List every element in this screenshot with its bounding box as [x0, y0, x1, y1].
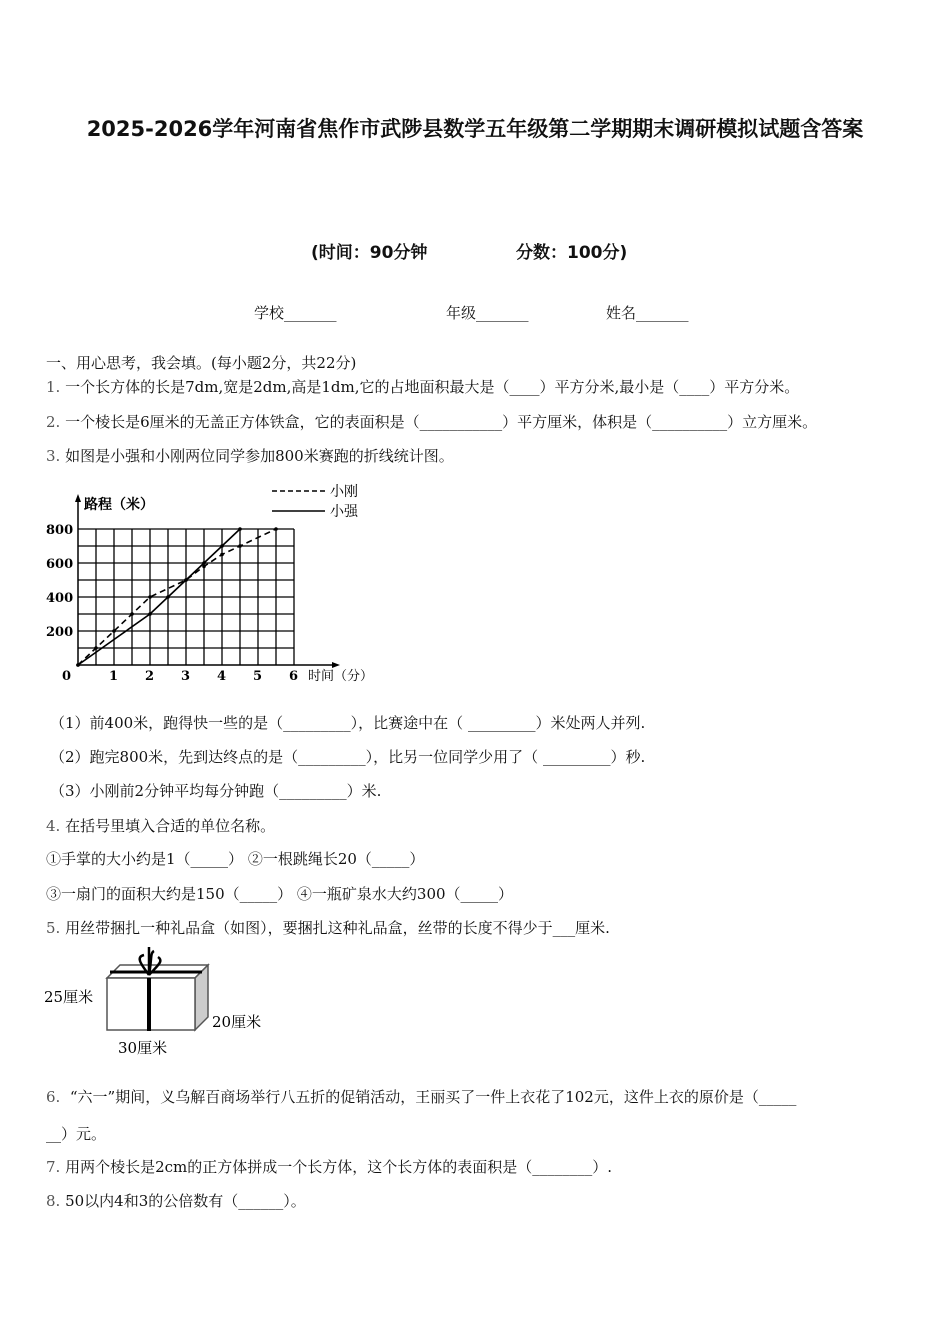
section-heading: 一、用心思考，我会填。(每小题2分，共22分) — [46, 354, 357, 372]
y-tick-label: 800 — [46, 523, 74, 538]
data-point — [238, 544, 242, 548]
chart-legend — [272, 483, 359, 520]
grade-field: 年级_______ — [446, 304, 529, 322]
school-field: 学校_______ — [254, 304, 337, 322]
data-point — [76, 663, 80, 667]
x-tick-label: 0 — [62, 669, 72, 684]
x-axis-arrow — [332, 662, 340, 668]
question-7 — [46, 1156, 612, 1177]
question-3-sub-1: （1）前400米，跑得快一些的是（_________），比赛途中在（ _________）米处两人并列. — [50, 714, 646, 732]
x-tick-label: 5 — [253, 669, 263, 684]
data-point — [220, 553, 224, 557]
length-label: 30厘米 — [118, 1039, 168, 1057]
question-text: “六一”期间，义乌解百商场举行八五折的促销活动，王丽买了一件上衣花了102元，这件上衣的原价是（_____ — [69, 1088, 797, 1106]
x-tick-label: 3 — [181, 669, 191, 684]
question-4-sub-2: ③一扇门的面积大约是150（_____） ④一瓶矿泉水大约300（_____） — [46, 885, 514, 903]
y-tick-label: 200 — [46, 625, 74, 640]
data-point — [274, 527, 278, 531]
question-text: 50以内4和3的公倍数有（______）。 — [65, 1192, 306, 1210]
x-axis-label: 时间（分） — [308, 669, 374, 684]
question-number: 3. — [46, 447, 61, 465]
question-number: 5. — [46, 919, 61, 937]
question-text: 一个长方体的长是7dm,宽是2dm,高是1dm,它的占地面积最大是（____）平方分米,最小是（____）平方分米。 — [65, 378, 800, 396]
question-6 — [46, 1086, 796, 1107]
question-number: 7. — [46, 1158, 61, 1176]
question-6-cont: __）元。 — [46, 1125, 107, 1143]
exam-score: 分数：100分) — [516, 243, 628, 263]
data-point — [112, 629, 116, 633]
data-point — [94, 646, 98, 650]
question-number: 4. — [46, 817, 61, 835]
data-point — [130, 612, 134, 616]
data-point — [166, 595, 170, 599]
y-tick-label: 400 — [46, 591, 74, 606]
data-point — [184, 578, 188, 582]
gift-box-figure — [40, 945, 300, 1060]
question-4 — [46, 815, 275, 836]
chart-axes — [75, 494, 340, 668]
question-4-sub-1: ①手掌的大小约是1（_____） ②一根跳绳长20（_____） — [46, 850, 425, 868]
exam-time: (时间：90分钟 — [311, 243, 428, 263]
y-tick-label: 600 — [46, 557, 74, 572]
y-axis-arrow — [75, 494, 81, 502]
question-2 — [46, 411, 817, 432]
y-axis-label: 路程（米） — [84, 497, 154, 513]
height-label: 25厘米 — [44, 988, 94, 1006]
question-text: 用两个棱长是2cm的正方体拼成一个长方体，这个长方体的表面积是（________）. — [65, 1158, 613, 1176]
x-tick-label: 1 — [109, 669, 119, 684]
question-number: 6. — [46, 1088, 61, 1106]
question-text: 在括号里填入合适的单位名称。 — [65, 817, 276, 835]
data-point — [202, 561, 206, 565]
question-number: 2. — [46, 413, 61, 431]
question-text: 用丝带捆扎一种礼品盒（如图），要捆扎这种礼品盒，丝带的长度不得少于___厘米. — [65, 919, 610, 937]
legend-label: 小强 — [330, 504, 358, 520]
question-3-sub-3: （3）小刚前2分钟平均每分钟跑（_________）米. — [50, 782, 382, 800]
width-label: 20厘米 — [212, 1013, 262, 1031]
question-3 — [46, 445, 454, 466]
x-tick-label: 4 — [217, 669, 227, 684]
data-point — [238, 527, 242, 531]
data-point — [148, 595, 152, 599]
name-field: 姓名_______ — [606, 304, 689, 322]
question-5 — [46, 917, 610, 938]
question-3-sub-2: （2）跑完800米，先到达终点的是（_________），比另一位同学少用了（ _________）秒. — [50, 748, 646, 766]
chart-grid — [78, 529, 294, 665]
question-text: 如图是小强和小刚两位同学参加800米赛跑的折线统计图。 — [65, 447, 454, 465]
x-tick-label: 2 — [145, 669, 155, 684]
line-chart — [40, 470, 400, 692]
question-text: 一个棱长是6厘米的无盖正方体铁盒，它的表面积是（___________）平方厘米，体积是（__________）立方厘米。 — [65, 413, 818, 431]
data-point — [220, 544, 224, 548]
page-title: 2025-2026学年河南省焦作市武陟县数学五年级第二学期期末调研模拟试题含答案 — [86, 117, 864, 141]
question-number: 8. — [46, 1192, 61, 1210]
question-number: 1. — [46, 378, 61, 396]
data-point — [148, 612, 152, 616]
question-8 — [46, 1190, 306, 1211]
question-1 — [46, 376, 799, 397]
x-tick-label: 6 — [289, 669, 299, 684]
legend-label: 小刚 — [330, 484, 358, 500]
